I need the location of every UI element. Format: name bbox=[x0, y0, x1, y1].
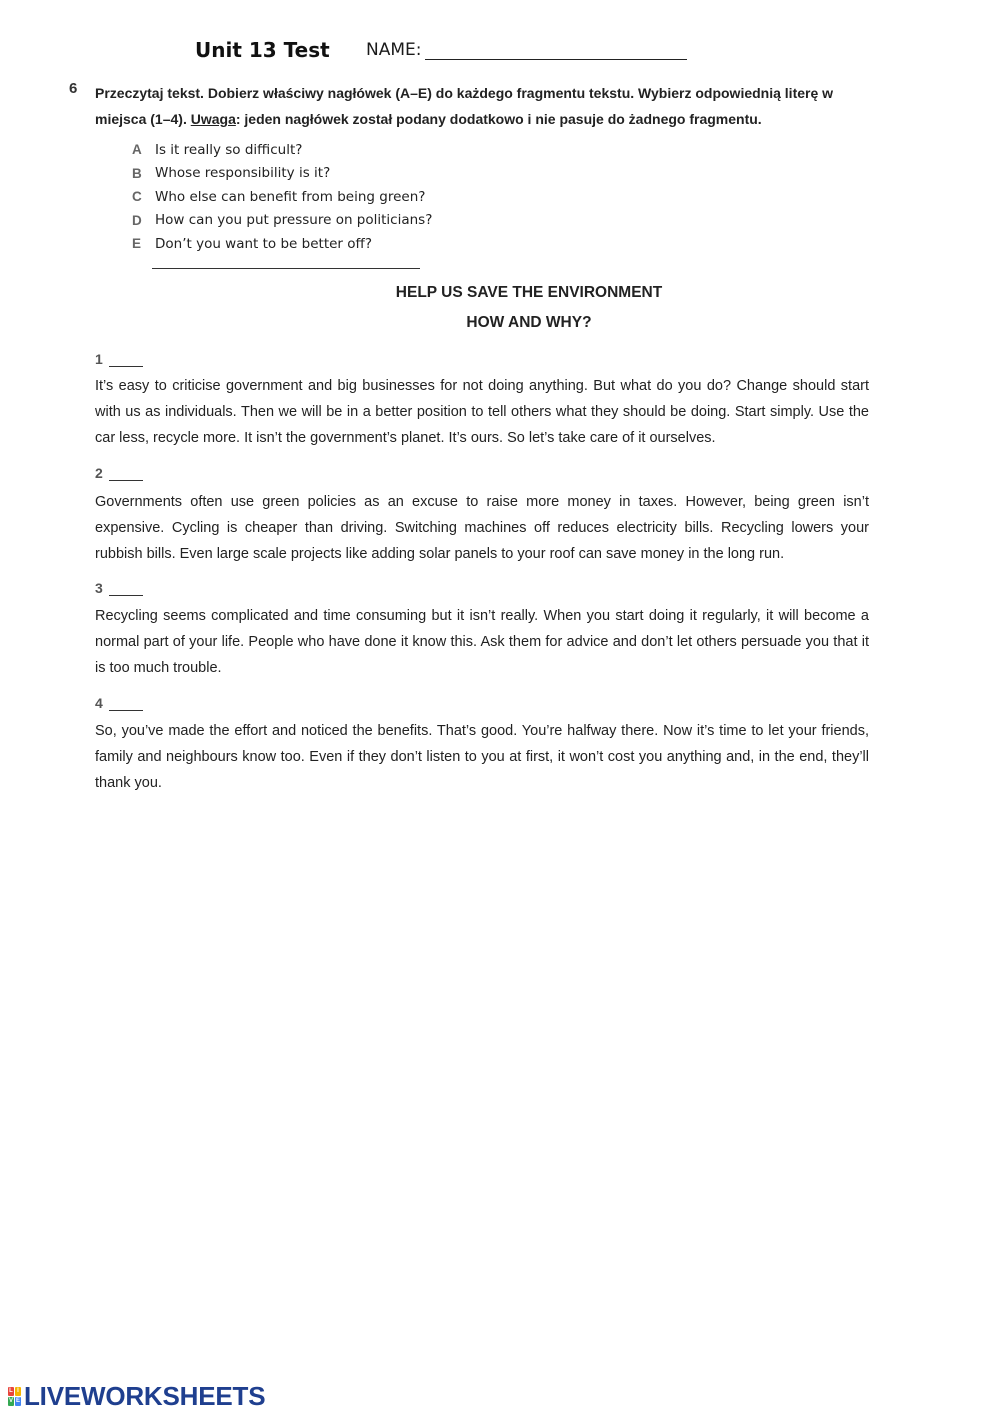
heading-item bbox=[132, 185, 432, 209]
heading-letter: D bbox=[132, 212, 142, 228]
paragraph-label-4 bbox=[95, 695, 143, 711]
name-label: NAME: bbox=[366, 40, 422, 60]
heading-letter: C bbox=[132, 189, 142, 205]
answer-blank-3[interactable] bbox=[109, 583, 143, 596]
name-field bbox=[366, 40, 687, 60]
article-title: HELP US SAVE THE ENVIRONMENT bbox=[395, 284, 663, 301]
name-blank-line[interactable] bbox=[425, 41, 687, 60]
heading-letter: A bbox=[132, 142, 142, 158]
answer-blank-4[interactable] bbox=[109, 698, 143, 711]
footer-brand[interactable] bbox=[8, 1381, 265, 1412]
heading-text: Whose responsibility is it? bbox=[155, 165, 331, 182]
heading-text: Don’t you want to be better off? bbox=[155, 235, 372, 252]
headings-list bbox=[132, 138, 432, 256]
paragraph-number: 1 bbox=[95, 351, 103, 367]
logo-letter: L bbox=[9, 1388, 13, 1394]
heading-item bbox=[132, 209, 432, 233]
answer-blank-1[interactable] bbox=[109, 354, 143, 367]
task-instruction bbox=[95, 80, 875, 132]
heading-text: Is it really so difficult? bbox=[155, 141, 303, 158]
heading-text: Who else can benefit from being green? bbox=[155, 188, 426, 205]
logo-letter: V bbox=[8, 1398, 13, 1404]
paragraph-text-1: It’s easy to criticise government and big businesses for not doing anything. But what do you do? Change should start with us as individuals. Then we will be in a better position to tell others what they should be doing. Start simply. Use the car less, recycle more. It isn’t the government’s planet. It’s ours. So let’s take care of it ourselves. bbox=[95, 378, 869, 446]
footer-brand-text: LIVEWORKSHEETS bbox=[24, 1381, 266, 1411]
paragraph-number: 2 bbox=[95, 465, 103, 481]
paragraph-text-2: Governments often use green policies as an excuse to raise more money in taxes. However, being green isn’t expensive. Cycling is cheaper than driving. Switching machines off reduces electricity bills. Recycling lowers your rubbish bills. Even large scale projects like adding solar panels to your roof can save money in the long run. bbox=[95, 494, 869, 562]
paragraph-number: 3 bbox=[95, 580, 103, 596]
separator-line bbox=[152, 268, 420, 269]
answer-blank-2[interactable] bbox=[109, 468, 143, 481]
instruction-uwaga: Uwaga bbox=[190, 111, 236, 127]
paragraph-label-3 bbox=[95, 580, 143, 596]
logo-letter: I bbox=[15, 1387, 21, 1396]
paragraph-label-2 bbox=[95, 465, 143, 481]
logo-letter: E bbox=[15, 1398, 20, 1404]
paragraph-number: 4 bbox=[95, 695, 103, 711]
heading-letter: E bbox=[132, 236, 142, 252]
instruction-part1: Przeczytaj tekst. Dobierz właściwy nagłówek (A–E) do każdego fragmentu tekstu. Wybierz odpowiednią literę w miejsca (1–4). bbox=[95, 85, 834, 127]
paragraph-text-3: Recycling seems complicated and time consuming but it isn’t really. When you start doing it regularly, it will become a normal part of your life. People who have done it know this. Ask them for advice and don’t let others persuade you that it is too much trouble. bbox=[95, 608, 869, 676]
paragraph-text-4: So, you’ve made the effort and noticed the benefits. That’s good. You’re halfway there. Now it’s time to let your friends, family and neighbours know too. Even if they don’t listen to you at first, it won’t cost you anything and, in the end, they’ll thank you. bbox=[95, 723, 869, 791]
heading-letter: B bbox=[132, 165, 142, 181]
instruction-part2: : jeden nagłówek został podany dodatkowo i nie pasuje do żadnego fragmentu. bbox=[235, 111, 762, 127]
heading-item bbox=[132, 138, 432, 162]
heading-text: How can you put pressure on politicians? bbox=[155, 212, 433, 229]
task-number: 6 bbox=[69, 80, 78, 97]
liveworksheets-logo-icon bbox=[8, 1387, 21, 1406]
heading-item bbox=[132, 162, 432, 186]
article-subtitle: HOW AND WHY? bbox=[466, 314, 592, 331]
paragraph-label-1 bbox=[95, 351, 143, 367]
heading-item bbox=[132, 232, 432, 256]
test-title: Unit 13 Test bbox=[195, 38, 330, 62]
